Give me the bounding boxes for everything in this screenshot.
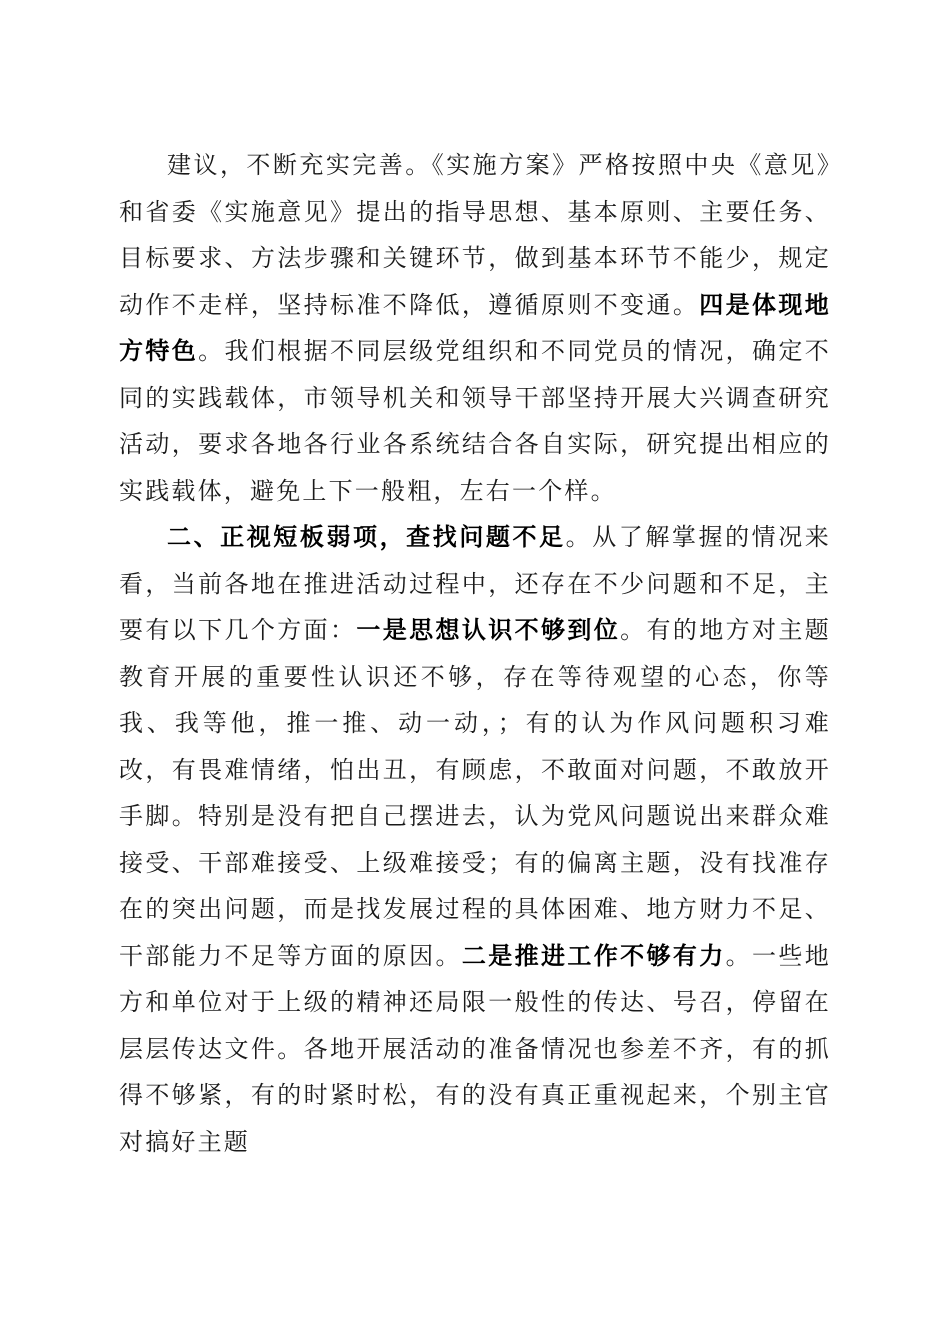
bold-heading-segment: 四是体现地方特色 <box>119 290 832 365</box>
text-segment: 。我们根据不同层级党组织和不同党员的情况，确定不同的实践载体，市领导机关和领导干部坚持开展大兴调查研究活动，要求各地各行业各系统结合各自实际，研究提出相应的实践载体，避免上下一般粗，左右一个样。 <box>119 337 831 505</box>
bold-heading-segment: 一是思想认识不够到位 <box>356 616 621 644</box>
text-segment: 。从了解掌握的情况来看，当前各地在推进活动过程中，还存在不少问题和不足，主要有以下几个方面： <box>119 523 831 644</box>
document-body <box>119 142 831 1165</box>
bold-heading-segment: 二是推进工作不够有力 <box>461 941 726 970</box>
text-segment: 。一些地方和单位对于上级的精神还局限一般性的传达、号召，停留在层层传达文件。各地开展活动的准备情况也参差不齐，有的抓得不够紧，有的时紧时松，有的没有真正重视起来，个别主官对搞好主题 <box>119 941 831 1156</box>
section-heading: 二、正视短板弱项，查找问题不足 <box>167 523 566 551</box>
paragraph-2 <box>119 514 831 1165</box>
paragraph-1 <box>119 142 831 514</box>
text-segment: 。有的地方对主题教育开展的重要性认识还不够，存在等待观望的心态，你等我、我等他，推一推、动一动，；有的认为作风问题积习难改，有畏难情绪，怕出丑，有顾虑，不敢面对问题，不敢放开手脚。特别是没有把自己摆进去，认为党风问题说出来群众难接受、干部难接受、上级难接受；有的偏离主题，没有找准存在的突出问题，而是找发展过程的具体困难、地方财力不足、干部能力不足等方面的原因。 <box>119 616 831 970</box>
text-segment: 建议，不断充实完善。《实施方案》严格按照中央《意见》和省委《实施意见》提出的指导思想、基本原则、主要任务、目标要求、方法步骤和关键环节，做到基本环节不能少，规定动作不走样，坚持标准不降低，遵循原则不变通。 <box>119 151 831 319</box>
